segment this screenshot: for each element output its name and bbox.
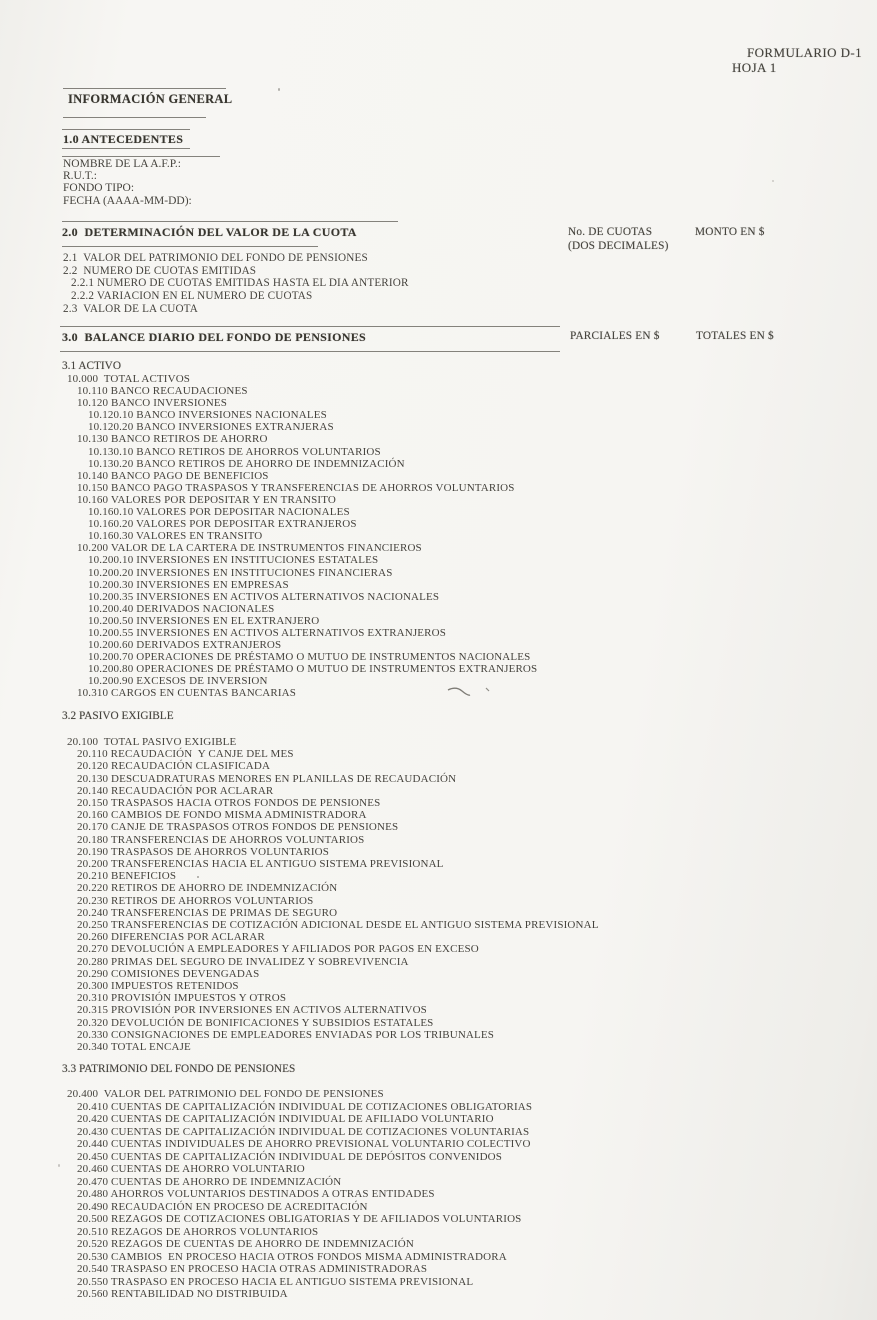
- balance-line-item: 10.160.20 VALORES POR DEPOSITAR EXTRANJEROS: [88, 518, 357, 531]
- balance-line-item: 20.140 RECAUDACIÓN POR ACLARAR: [77, 784, 274, 797]
- subsection-title-pasivo: 3.2 PASIVO EXIGIBLE: [62, 710, 174, 722]
- scan-speck: [58, 1164, 60, 1167]
- balance-line-item: 10.200.70 OPERACIONES DE PRÉSTAMO O MUTUO DE INSTRUMENTOS NACIONALES: [88, 651, 531, 664]
- balance-line-item: 10.130 BANCO RETIROS DE AHORRO: [77, 433, 268, 446]
- balance-line-item: 20.500 REZAGOS DE COTIZACIONES OBLIGATORIAS Y DE AFILIADOS VOLUNTARIOS: [77, 1213, 522, 1225]
- horizontal-rule: [63, 88, 226, 89]
- balance-line-item: 10.160 VALORES POR DEPOSITAR Y EN TRANSITO: [77, 493, 336, 506]
- balance-line-item: 20.150 TRASPASOS HACIA OTROS FONDOS DE PENSIONES: [77, 797, 381, 810]
- balance-line-item: 20.110 RECAUDACIÓN Y CANJE DEL MES: [77, 748, 294, 761]
- horizontal-rule: [60, 351, 560, 352]
- scan-speck: [278, 88, 280, 91]
- pen-tick-mark: [446, 683, 496, 703]
- balance-line-item: 10.200.80 OPERACIONES DE PRÉSTAMO O MUTUO DE INSTRUMENTOS EXTRANJEROS: [88, 663, 538, 676]
- balance-line-item: 20.440 CUENTAS INDIVIDUALES DE AHORRO PREVISIONAL VOLUNTARIO COLECTIVO: [77, 1138, 531, 1150]
- balance-line-item: 10.000 TOTAL ACTIVOS: [67, 373, 191, 385]
- balance-line-item: 20.180 TRANSFERENCIAS DE AHORROS VOLUNTARIOS: [77, 833, 365, 846]
- form-title: FORMULARIO D-1: [747, 45, 863, 60]
- line-item: 2.1 VALOR DEL PATRIMONIO DEL FONDO DE PENSIONES: [63, 252, 368, 264]
- balance-line-item: 20.470 CUENTAS DE AHORRO DE INDEMNIZACIÓN: [77, 1175, 342, 1188]
- section-title-valor-cuota: 2.0 DETERMINACIÓN DEL VALOR DE LA CUOTA: [62, 225, 357, 239]
- antecedentes-fields: [63, 158, 192, 207]
- subsection-title-patrimonio: 3.3 PATRIMONIO DEL FONDO DE PENSIONES: [62, 1063, 296, 1075]
- field-label: FONDO TIPO:: [63, 182, 135, 195]
- balance-line-item: 10.200.30 INVERSIONES EN EMPRESAS: [88, 578, 289, 591]
- horizontal-rule: [60, 326, 560, 327]
- balance-line-item: 20.230 RETIROS DE AHORROS VOLUNTARIOS: [77, 894, 314, 907]
- balance-line-item: 10.120.10 BANCO INVERSIONES NACIONALES: [88, 409, 327, 422]
- balance-line-item: 10.310 CARGOS EN CUENTAS BANCARIAS: [77, 687, 297, 700]
- balance-line-item: 10.110 BANCO RECAUDACIONES: [77, 385, 248, 398]
- balance-line-item: 20.520 REZAGOS DE CUENTAS DE AHORRO DE INDEMNIZACIÓN: [77, 1238, 414, 1250]
- horizontal-rule: [62, 221, 398, 222]
- balance-line-item: 10.120.20 BANCO INVERSIONES EXTRANJERAS: [88, 421, 334, 434]
- balance-line-item: 20.290 COMISIONES DEVENGADAS: [77, 967, 260, 980]
- balance-line-item: 20.310 PROVISIÓN IMPUESTOS Y OTROS: [77, 992, 287, 1005]
- balance-line-item: 10.160.10 VALORES POR DEPOSITAR NACIONALES: [88, 506, 350, 519]
- balance-line-item: 20.410 CUENTAS DE CAPITALIZACIÓN INDIVIDUAL DE COTIZACIONES OBLIGATORIAS: [77, 1100, 533, 1113]
- balance-line-item: 20.320 DEVOLUCIÓN DE BONIFICACIONES Y SUBSIDIOS ESTATALES: [77, 1016, 434, 1029]
- balance-line-item: 10.200.35 INVERSIONES EN ACTIVOS ALTERNATIVOS NACIONALES: [88, 590, 440, 603]
- balance-line-item: 20.160 CAMBIOS DE FONDO MISMA ADMINISTRADORA: [77, 809, 367, 822]
- balance-line-item: 10.150 BANCO PAGO TRASPASOS Y TRANSFERENCIAS DE AHORROS VOLUNTARIOS: [77, 481, 515, 494]
- section-title-antecedentes: 1.0 ANTECEDENTES: [63, 132, 184, 146]
- balance-line-item: 20.190 TRASPASOS DE AHORROS VOLUNTARIOS: [77, 845, 330, 858]
- activo-rows: [62, 373, 537, 700]
- column-header-monto: MONTO EN $: [695, 226, 765, 238]
- balance-line-item: 20.260 DIFERENCIAS POR ACLARAR: [77, 931, 265, 944]
- balance-line-item: 20.170 CANJE DE TRASPASOS OTROS FONDOS DE PENSIONES: [77, 821, 399, 834]
- balance-line-item: 20.490 RECAUDACIÓN EN PROCESO DE ACREDITACIÓN: [77, 1200, 368, 1213]
- section-title-balance-diario: 3.0 BALANCE DIARIO DEL FONDO DE PENSIONES: [62, 330, 366, 344]
- column-header-dos-decimales: (DOS DECIMALES): [568, 240, 669, 252]
- pasivo-rows: [62, 736, 599, 1053]
- column-header-no-de-cuotas: No. DE CUOTAS: [568, 226, 653, 238]
- balance-line-item: 10.130.10 BANCO RETIROS DE AHORROS VOLUNTARIOS: [88, 445, 381, 458]
- balance-line-item: 10.200.55 INVERSIONES EN ACTIVOS ALTERNATIVOS EXTRANJEROS: [88, 626, 447, 639]
- balance-line-item: 20.330 CONSIGNACIONES DE EMPLEADORES ENVIADAS POR LOS TRIBUNALES: [77, 1028, 495, 1041]
- balance-line-item: 20.400 VALOR DEL PATRIMONIO DEL FONDO DE PENSIONES: [67, 1088, 384, 1100]
- balance-line-item: 20.420 CUENTAS DE CAPITALIZACIÓN INDIVIDUAL DE AFILIADO VOLUNTARIO: [77, 1113, 494, 1125]
- balance-line-item: 20.130 DESCUADRATURAS MENORES EN PLANILLAS DE RECAUDACIÓN: [77, 772, 457, 785]
- balance-line-item: 10.200.90 EXCESOS DE INVERSION: [88, 675, 268, 688]
- balance-line-item: 20.270 DEVOLUCIÓN A EMPLEADORES Y AFILIADOS POR PAGOS EN EXCESO: [77, 943, 479, 956]
- balance-line-item: 10.140 BANCO PAGO DE BENEFICIOS: [77, 469, 269, 482]
- line-item: 2.2 NUMERO DE CUOTAS EMITIDAS: [63, 264, 257, 277]
- balance-line-item: 20.100 TOTAL PASIVO EXIGIBLE: [67, 736, 237, 748]
- balance-line-item: 20.450 CUENTAS DE CAPITALIZACIÓN INDIVIDUAL DE DEPÓSITOS CONVENIDOS: [77, 1150, 503, 1163]
- balance-line-item: 20.220 RETIROS DE AHORRO DE INDEMNIZACIÓN: [77, 882, 338, 895]
- balance-line-item: 10.200.50 INVERSIONES EN EL EXTRANJERO: [88, 614, 320, 627]
- balance-line-item: 10.120 BANCO INVERSIONES: [77, 397, 227, 410]
- sheet-number: HOJA 1: [732, 60, 777, 75]
- balance-line-item: 20.530 CAMBIOS EN PROCESO HACIA OTROS FONDOS MISMA ADMINISTRADORA: [77, 1250, 507, 1263]
- balance-line-item: 20.430 CUENTAS DE CAPITALIZACIÓN INDIVIDUAL DE COTIZACIONES VOLUNTARIAS: [77, 1125, 530, 1138]
- balance-line-item: 20.510 REZAGOS DE AHORROS VOLUNTARIOS: [77, 1225, 319, 1238]
- line-item: 2.3 VALOR DE LA CUOTA: [63, 302, 199, 315]
- horizontal-rule: [62, 148, 190, 149]
- balance-line-item: 20.240 TRANSFERENCIAS DE PRIMAS DE SEGURO: [77, 906, 338, 919]
- scan-speck: [197, 876, 199, 878]
- cuota-rows: [62, 252, 409, 316]
- subsection-title-activo: 3.1 ACTIVO: [62, 360, 121, 372]
- balance-line-item: 20.560 RENTABILIDAD NO DISTRIBUIDA: [77, 1288, 288, 1300]
- section-title-informacion-general: INFORMACIÓN GENERAL: [68, 92, 233, 106]
- balance-line-item: 20.340 TOTAL ENCAJE: [77, 1041, 191, 1054]
- field-label: FECHA (AAAA-MM-DD):: [63, 194, 192, 207]
- balance-line-item: 20.120 RECAUDACIÓN CLASIFICADA: [77, 760, 271, 773]
- column-header-totales: TOTALES EN $: [696, 330, 774, 342]
- balance-line-item: 10.160.30 VALORES EN TRANSITO: [88, 530, 263, 543]
- horizontal-rule: [63, 117, 206, 118]
- field-label: R.U.T.:: [63, 170, 97, 183]
- balance-line-item: 20.210 BENEFICIOS: [77, 870, 177, 883]
- balance-line-item: 10.200.10 INVERSIONES EN INSTITUCIONES ESTATALES: [88, 554, 379, 567]
- balance-line-item: 20.280 PRIMAS DEL SEGURO DE INVALIDEZ Y SOBREVIVENCIA: [77, 955, 409, 968]
- balance-line-item: 10.200 VALOR DE LA CARTERA DE INSTRUMENTOS FINANCIEROS: [77, 542, 422, 555]
- balance-line-item: 20.480 AHORROS VOLUNTARIOS DESTINADOS A OTRAS ENTIDADES: [77, 1188, 435, 1200]
- horizontal-rule: [62, 129, 190, 130]
- balance-line-item: 10.200.60 DERIVADOS EXTRANJEROS: [88, 639, 282, 652]
- field-label: NOMBRE DE LA A.F.P.:: [63, 158, 181, 170]
- balance-line-item: 10.200.40 DERIVADOS NACIONALES: [88, 602, 275, 615]
- balance-line-item: 20.300 IMPUESTOS RETENIDOS: [77, 980, 239, 993]
- column-header-parciales: PARCIALES EN $: [570, 330, 660, 342]
- balance-line-item: 10.130.20 BANCO RETIROS DE AHORRO DE INDEMNIZACIÓN: [88, 457, 405, 470]
- balance-line-item: 20.540 TRASPASO EN PROCESO HACIA OTRAS ADMINISTRADORAS: [77, 1263, 428, 1275]
- balance-line-item: 20.315 PROVISIÓN POR INVERSIONES EN ACTIVOS ALTERNATIVOS: [77, 1004, 427, 1017]
- balance-line-item: 20.550 TRASPASO EN PROCESO HACIA EL ANTIGUO SISTEMA PREVISIONAL: [77, 1275, 474, 1288]
- horizontal-rule: [62, 246, 318, 247]
- balance-line-item: 10.200.20 INVERSIONES EN INSTITUCIONES FINANCIERAS: [88, 566, 393, 579]
- balance-line-item: 20.250 TRANSFERENCIAS DE COTIZACIÓN ADICIONAL DESDE EL ANTIGUO SISTEMA PREVISIONAL: [77, 919, 599, 932]
- balance-line-item: 20.200 TRANSFERENCIAS HACIA EL ANTIGUO SISTEMA PREVISIONAL: [77, 858, 444, 871]
- patrimonio-rows: [62, 1088, 532, 1301]
- line-item: 2.2.1 NUMERO DE CUOTAS EMITIDAS HASTA EL DIA ANTERIOR: [71, 277, 409, 290]
- line-item: 2.2.2 VARIACION EN EL NUMERO DE CUOTAS: [71, 290, 313, 303]
- balance-line-item: 20.460 CUENTAS DE AHORRO VOLUNTARIO: [77, 1163, 305, 1175]
- scan-speck: [772, 180, 774, 182]
